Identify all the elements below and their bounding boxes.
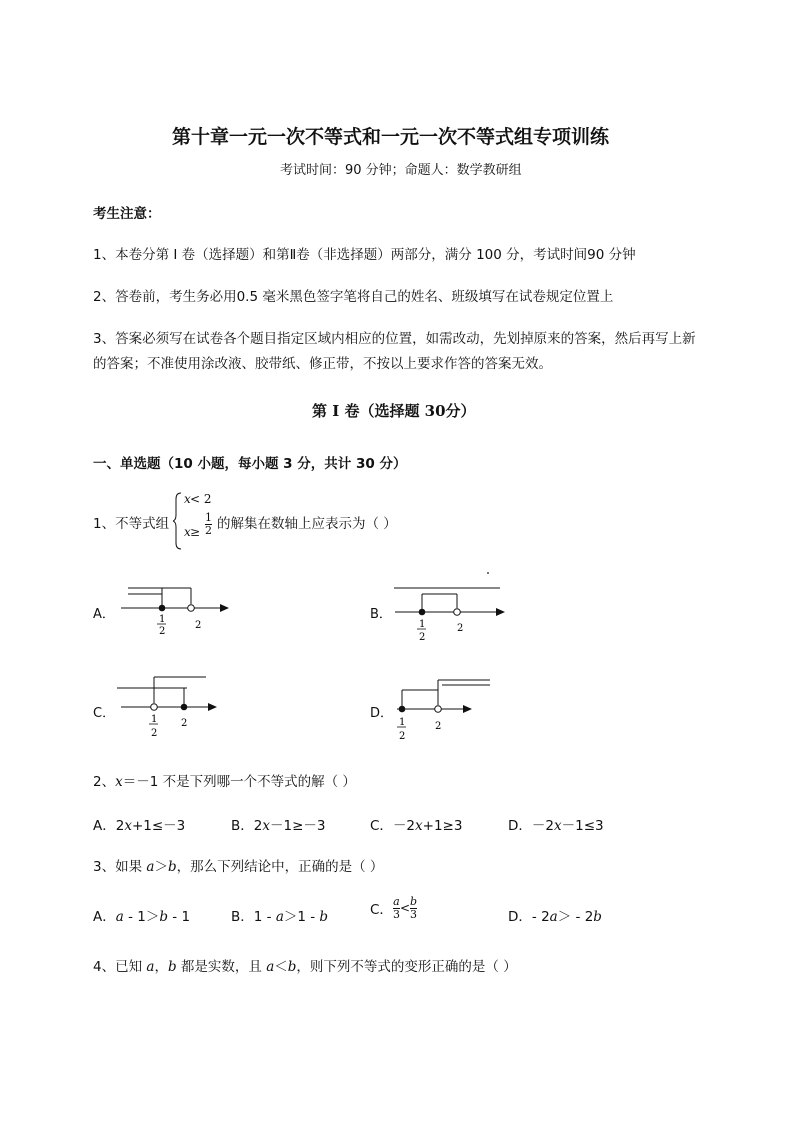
q1-a-tick-two: 2 [195,620,202,631]
q1-option-a-numberline[interactable] [116,585,236,640]
q2-option-a-var: x [124,818,132,834]
q2-rest: ＝－1 不是下列哪一个不等式的解（ ） [122,774,356,790]
q1-b-tick-half-num: 1 [419,619,426,630]
q2-option-d[interactable] [508,814,604,834]
q3-option-c-label: C． [370,902,393,919]
q3-option-d-b: b [593,909,602,925]
q3-option-b-pre: 1 - [253,909,276,925]
q3-option-d-label: D． [508,909,532,925]
q2-option-a-post: +1≤－3 [131,818,186,834]
q4-a2: a [266,959,275,975]
q4-lt: ＜ [274,959,288,975]
q3-b: b [167,859,177,875]
q2-option-c-label: C． [370,818,393,834]
q1-suffix: 的解集在数轴上应表示为（ ） [217,516,397,532]
q1-b-stray-dot [487,572,489,574]
q3-option-c-den2: 3 [410,907,418,921]
q3-option-b-mid: ＞1 - [283,909,320,925]
q4-b2: b [287,959,297,975]
q2-option-b-post: －1≥－3 [269,818,326,834]
q2-option-d-post: －1≤3 [561,818,604,834]
q2-option-b-var: x [262,818,270,834]
q3-option-c-frac2 [410,896,417,920]
q1-option-d-numberline[interactable] [392,672,502,752]
q1-option-b-numberline[interactable] [392,565,512,650]
q4-mid: 都是实数，且 [176,959,267,975]
q1-d-tick-two: 2 [435,721,442,732]
q3-prefix: 3、如果 [93,859,147,875]
notice-item-1: 1、本卷分第 I 卷（选择题）和第Ⅱ卷（非选择题）两部分，满分 100 分，考试时间90 分钟 [93,247,636,263]
q1-row2-rel: ≥ [190,525,201,539]
q1-c-point-two [181,704,188,711]
q2-option-b-pre: 2 [253,818,263,834]
q1-c-tick-half-num: 1 [151,714,158,725]
q1-option-c-numberline[interactable] [116,670,226,750]
q1-frac-num: 1 [205,511,212,524]
q1-a-tick-half-den: 2 [159,626,166,637]
page-title: 第十章一元一次不等式和一元一次不等式组专项训练 [172,126,610,148]
q2-prefix: 2、 [93,774,116,790]
notice-heading: 考生注意： [93,206,161,222]
q1-b-point-two [454,609,461,616]
q3-option-c-num2: b [410,895,418,908]
q3-rest: ，那么下列结论中，正确的是（ ） [176,859,384,875]
q4-stem [93,955,517,975]
q2-option-d-label: D． [508,818,532,834]
q3-option-c-rel: < [399,901,410,916]
q3-option-c-den1: 3 [392,907,400,921]
q3-option-a[interactable] [93,905,190,925]
q3-option-a-a: a [115,909,124,925]
q2-option-c-post: +1≥3 [422,818,463,834]
q3-option-d-pre: - 2 [531,909,550,925]
q1-frac-den: 2 [205,523,212,537]
q2-option-a-pre: 2 [115,818,125,834]
q3-option-c[interactable] [370,896,417,920]
q3-option-c-num1: a [393,895,400,908]
q2-option-a[interactable] [93,814,185,834]
q1-c-tick-two: 2 [181,718,188,729]
q1-d-point-half [399,706,406,713]
q3-option-c-frac1 [393,896,400,920]
q3-option-b[interactable] [231,905,328,925]
q3-option-d-mid: ＞ - 2 [557,909,594,925]
q2-option-d-pre: －2 [531,818,554,834]
q1-option-c-label[interactable]: C． [93,706,116,721]
q1-b-tick-two: 2 [457,623,464,634]
q4-prefix: 4、已知 [93,959,147,975]
q1-option-a-label[interactable]: A． [93,607,115,622]
q1-a-point-half [159,605,166,612]
q4-a: a [146,959,155,975]
q3-option-b-b: b [319,909,329,925]
q3-a: a [146,859,155,875]
q3-option-d[interactable] [508,905,602,925]
q1-a-point-two [188,605,195,612]
q4-rest: ，则下列不等式的变形正确的是（ ） [296,959,517,975]
q3-option-b-a: a [275,909,284,925]
q2-option-a-label: A． [93,818,116,834]
q2-option-c-var: x [415,818,423,834]
q1-prefix: 1、不等式组 [93,516,170,532]
q1-option-d-label[interactable]: D． [370,706,394,721]
q2-stem [93,770,356,790]
notice-item-3-cont: 的答案；不准使用涂改液、胶带纸、修正带，不按以上要求作答的答案无效。 [93,356,552,372]
q1-row2-var: x [184,525,191,539]
q3-option-b-label: B． [231,909,254,925]
q2-option-d-var: x [554,818,562,834]
q2-var: x [115,774,123,790]
q1-brace [173,491,183,551]
q4-b: b [167,959,177,975]
notice-item-2: 2、答卷前，考生务必用0.5 毫米黑色签字笔将自己的姓名、班级填写在试卷规定位置上 [93,289,614,305]
q3-option-a-post: - 1 [168,909,191,925]
q1-b-tick-half-den: 2 [419,632,426,643]
q2-option-c-pre: －2 [392,818,416,834]
q2-option-b[interactable] [231,814,325,834]
q1-a-tick-half-num: 1 [159,614,166,625]
q3-stem [93,855,383,875]
q3-gt: ＞ [154,859,168,875]
q1-row1-var: x [184,492,191,506]
q1-row1-rel: < 2 [190,492,212,506]
q3-option-a-label: A． [93,909,116,925]
q1-fraction [205,512,212,536]
part1-title: 第 I 卷（选择题 30分） [312,402,476,420]
q4-sep: ， [154,959,168,975]
section1-title: 一、单选题（10 小题，每小题 3 分，共计 30 分） [93,456,407,472]
q1-c-point-half [151,704,158,711]
q3-option-a-b: b [159,909,169,925]
q1-b-point-half [419,609,426,616]
q2-option-b-label: B． [231,818,254,834]
q1-d-tick-half-num: 1 [399,717,406,728]
q3-option-a-mid: - 1＞ [123,909,160,925]
q2-option-c[interactable] [370,814,462,834]
q1-c-tick-half-den: 2 [151,728,158,739]
q1-d-point-two [435,706,442,713]
q3-option-d-a: a [549,909,558,925]
q1-d-tick-half-den: 2 [399,731,406,742]
page-subtitle: 考试时间：90 分钟；命题人：数学教研组 [280,163,522,178]
q1-option-b-label[interactable]: B． [370,607,392,622]
notice-item-3: 3、答案必须写在试卷各个题目指定区域内相应的位置，如需改动，先划掉原来的答案，然后再写上新 [93,331,696,347]
